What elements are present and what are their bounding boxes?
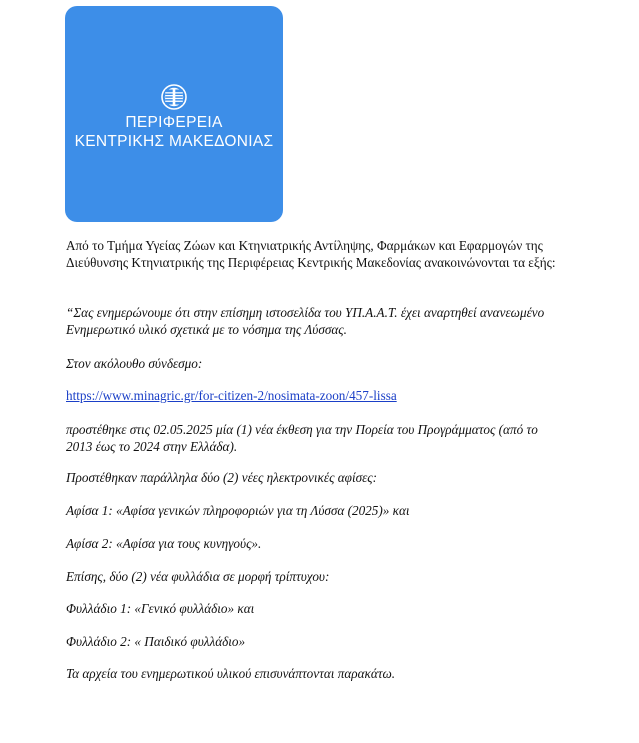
region-logo — [65, 6, 283, 222]
posters-intro: Προστέθηκαν παράλληλα δύο (2) νέες ηλεκτρονικές αφίσες: — [66, 470, 378, 485]
leaflet-2-item: Φυλλάδιο 2: « Παιδικό φυλλάδιο» — [66, 634, 246, 649]
logo-title-line-2: ΚΕΝΤΡΙΚΗΣ ΜΑΚΕΔΟΝΙΑΣ — [74, 133, 274, 150]
poster-1-item: Αφίσα 1: «Αφίσα γενικών πληροφοριών για τη Λύσσα (2025)» και — [66, 503, 410, 518]
minagric-rabies-link[interactable]: https://www.minagric.gr/for-citizen-2/nosimata-zoon/457-lissa — [66, 388, 397, 403]
leaflets-intro: Επίσης, δύο (2) νέα φυλλάδια σε μορφή τρίπτυχου: — [66, 569, 330, 584]
logo-title-line-1: ΠΕΡΙΦΕΡΕΙΑ — [125, 114, 223, 131]
poster-2-item: Αφίσα 2: «Αφίσα για τους κυνηγούς». — [66, 536, 262, 551]
link-intro: Στον ακόλουθο σύνδεσμο: — [66, 356, 203, 371]
intro-paragraph: Από το Τμήμα Υγείας Ζώων και Κτηνιατρικής Αντίληψης, Φαρμάκων και Εφαρμογών της Διεύθυνσης Κτηνιατρικής της Περιφέρειας Κεντρικής Μακεδονίας ανακοινώνονται τα εξής: — [66, 238, 556, 270]
closing-paragraph: Τα αρχεία του ενημερωτικού υλικού επισυνάπτονται παρακάτω. — [66, 666, 396, 681]
greek-cross-seal-icon — [161, 84, 187, 110]
link-paragraph — [66, 388, 566, 405]
leaflet-1-item: Φυλλάδιο 1: «Γενικό φυλλάδιο» και — [66, 601, 255, 616]
added-report-paragraph: προστέθηκε στις 02.05.2025 μία (1) νέα έκθεση για την Πορεία του Προγράμματος (από το 2013 έως το 2024 στην Ελλάδα). — [66, 422, 538, 454]
announcement-quote: “Σας ενημερώνουμε ότι στην επίσημη ιστοσελίδα του ΥΠ.Α.Α.Τ. έχει αναρτηθεί ανανεωμένο Ενημερωτικό υλικό σχετικά με το νόσημα της Λύσσας. — [66, 305, 545, 337]
